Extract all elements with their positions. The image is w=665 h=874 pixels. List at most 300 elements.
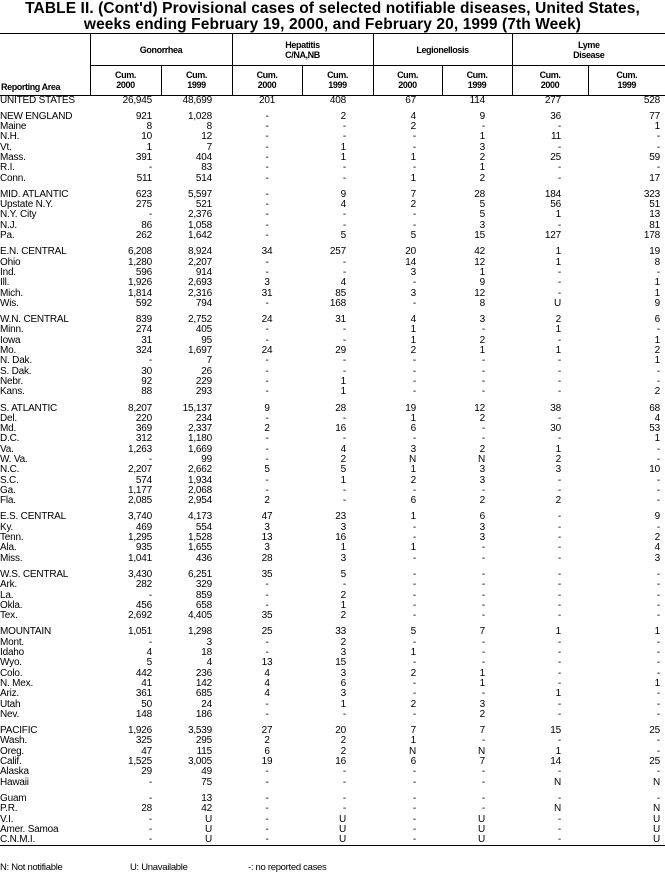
- value-cell: 3: [654, 552, 661, 564]
- value-cell: 30: [141, 365, 152, 377]
- sub-header: Cum. 1999: [302, 66, 373, 96]
- value-cell: 1,263: [127, 443, 152, 455]
- table-row: [0, 163, 665, 173]
- value-cell: 3: [479, 219, 486, 231]
- value-cell: -: [481, 647, 486, 659]
- value-cell: -: [481, 375, 486, 387]
- value-cell: 9: [479, 277, 486, 289]
- value-cell: 20: [405, 246, 417, 258]
- value-cell: 2: [479, 172, 486, 184]
- table-row: [0, 658, 665, 668]
- value-cell: 257: [329, 246, 347, 258]
- value-cell: 6: [264, 745, 270, 757]
- reporting-area-cell: N.H.: [0, 131, 20, 143]
- value-cell: 1: [555, 256, 562, 268]
- value-cell: 4: [654, 412, 661, 424]
- reporting-area-cell: Upstate N.Y.: [0, 199, 54, 211]
- value-cell: -: [412, 162, 417, 174]
- value-cell: -: [412, 599, 417, 611]
- value-cell: 3: [555, 464, 562, 476]
- value-cell: 1: [410, 334, 417, 346]
- sub-header: Cum. 2000: [90, 66, 161, 96]
- value-cell: -: [412, 433, 417, 445]
- value-cell: 115: [196, 745, 213, 757]
- value-cell: -: [148, 589, 152, 601]
- value-cell: 3: [264, 542, 270, 554]
- reporting-area-cell: Ala.: [0, 542, 17, 554]
- value-cell: 1,041: [127, 552, 152, 564]
- value-cell: 323: [643, 188, 661, 200]
- value-cell: -: [148, 792, 152, 804]
- value-cell: 1: [340, 151, 347, 163]
- table-row: [0, 210, 665, 220]
- reporting-area-cell: Ill.: [0, 277, 10, 289]
- value-cell: -: [557, 698, 562, 710]
- value-cell: 1: [654, 334, 661, 346]
- value-cell: -: [342, 495, 347, 507]
- reporting-area-cell: Ind.: [0, 266, 16, 278]
- value-cell: -: [656, 266, 661, 278]
- value-cell: -: [481, 579, 486, 591]
- table-row: [0, 424, 665, 434]
- value-cell: 142: [195, 677, 213, 689]
- value-cell: 1: [479, 162, 486, 174]
- value-cell: 839: [135, 314, 152, 326]
- value-cell: 293: [195, 386, 213, 398]
- value-cell: 4: [264, 677, 270, 689]
- table-row: [0, 404, 665, 414]
- value-cell: -: [557, 266, 562, 278]
- value-cell: 92: [141, 375, 152, 387]
- value-cell: -: [342, 708, 347, 720]
- value-cell: 514: [195, 172, 213, 184]
- value-cell: 1: [654, 677, 661, 689]
- value-cell: -: [265, 636, 269, 648]
- value-cell: 31: [335, 314, 347, 326]
- value-cell: 5: [410, 626, 417, 638]
- value-cell: -: [481, 542, 486, 554]
- value-cell: 3,539: [187, 725, 213, 737]
- reporting-area-cell: W.N. CENTRAL: [0, 314, 69, 326]
- value-cell: 1: [340, 386, 347, 398]
- value-cell: 81: [649, 219, 661, 231]
- value-cell: -: [412, 141, 417, 153]
- sub-header: Cum. 2000: [512, 66, 588, 96]
- reporting-area-cell: Va.: [0, 443, 14, 455]
- value-cell: 56: [550, 199, 562, 211]
- value-cell: 3: [479, 474, 486, 486]
- value-cell: 3: [479, 698, 486, 710]
- value-cell: -: [557, 677, 562, 689]
- value-cell: -: [557, 287, 562, 299]
- table-row: [0, 190, 665, 200]
- value-cell: 921: [135, 110, 152, 122]
- value-cell: -: [557, 610, 562, 622]
- reporting-area-cell: N.Y. City: [0, 209, 37, 221]
- value-cell: 1: [410, 647, 417, 659]
- value-cell: -: [265, 386, 269, 398]
- table-row: [0, 174, 665, 184]
- value-cell: -: [342, 131, 347, 143]
- value-cell: N: [477, 454, 486, 465]
- value-cell: -: [557, 823, 562, 835]
- value-cell: 6: [410, 495, 417, 507]
- value-cell: 6: [479, 511, 486, 523]
- value-cell: 2: [264, 735, 270, 747]
- value-cell: -: [412, 610, 417, 622]
- value-cell: -: [557, 579, 562, 591]
- table-row: [0, 258, 665, 268]
- value-cell: N: [553, 803, 562, 815]
- value-cell: 2: [340, 589, 347, 601]
- table-row: [0, 299, 665, 309]
- value-cell: -: [265, 589, 269, 601]
- value-cell: -: [148, 162, 152, 174]
- value-cell: -: [412, 688, 417, 700]
- value-cell: 12: [474, 287, 486, 299]
- table-row: [0, 669, 665, 679]
- reporting-area-cell: E.S. CENTRAL: [0, 511, 66, 523]
- value-cell: 14: [550, 756, 562, 768]
- value-cell: 1,669: [187, 443, 213, 455]
- value-cell: -: [265, 776, 269, 788]
- value-cell: -: [481, 766, 486, 778]
- value-cell: -: [265, 209, 269, 221]
- group-header-lyme: [512, 34, 665, 66]
- value-cell: 5: [340, 568, 347, 580]
- value-cell: 2: [340, 454, 347, 465]
- value-cell: 6,208: [127, 246, 152, 258]
- footnote-not-notifiable: N: Not notifiable: [0, 862, 63, 873]
- value-cell: 33: [335, 626, 347, 638]
- value-cell: -: [265, 792, 269, 804]
- reporting-area-cell: D.C.: [0, 433, 20, 445]
- value-cell: -: [557, 433, 562, 445]
- value-cell: 4: [206, 657, 213, 669]
- value-cell: 9: [264, 402, 270, 414]
- value-cell: 1,528: [187, 532, 213, 544]
- reporting-area-cell: Del.: [0, 412, 17, 424]
- value-cell: 49: [201, 766, 213, 778]
- value-cell: 14: [405, 256, 417, 268]
- table-row: [0, 523, 665, 533]
- value-cell: 2: [479, 334, 486, 346]
- value-cell: 1: [410, 412, 417, 424]
- value-cell: 4: [410, 314, 417, 326]
- value-cell: -: [557, 219, 562, 231]
- value-cell: 2,954: [187, 495, 213, 507]
- value-cell: -: [265, 230, 269, 242]
- value-cell: 554: [195, 521, 213, 533]
- value-cell: 2,207: [187, 256, 213, 268]
- value-cell: 7: [206, 141, 213, 153]
- sub-header-row: [0, 66, 665, 96]
- value-cell: 16: [335, 423, 347, 435]
- value-cell: 295: [195, 735, 213, 747]
- value-cell: 168: [329, 297, 347, 309]
- value-cell: -: [557, 121, 562, 133]
- value-cell: 1,642: [187, 230, 213, 242]
- value-cell: 77: [649, 110, 661, 122]
- reporting-area-cell: UNITED STATES: [0, 94, 75, 106]
- value-cell: -: [557, 657, 562, 669]
- value-cell: -: [412, 677, 417, 689]
- value-cell: -: [148, 355, 152, 367]
- table-row: [0, 132, 665, 142]
- value-cell: 5,597: [187, 188, 213, 200]
- value-cell: -: [557, 766, 562, 778]
- value-cell: 68: [649, 402, 661, 414]
- value-cell: -: [265, 266, 269, 278]
- value-cell: -: [481, 776, 486, 788]
- value-cell: 59: [649, 151, 661, 163]
- reporting-area-cell: Nebr.: [0, 375, 23, 387]
- reporting-area-cell: Minn.: [0, 324, 24, 336]
- value-cell: 20: [335, 725, 347, 737]
- value-cell: -: [148, 209, 152, 221]
- value-cell: 9: [654, 297, 661, 309]
- group-header-legionellosis: Legionellosis: [373, 34, 512, 66]
- value-cell: 3,005: [187, 756, 213, 768]
- value-cell: -: [265, 647, 269, 659]
- table-row: [0, 434, 665, 444]
- value-cell: -: [557, 365, 562, 377]
- value-cell: -: [557, 636, 562, 648]
- value-cell: 236: [195, 667, 213, 679]
- table-row: [0, 580, 665, 590]
- value-cell: 521: [195, 199, 213, 211]
- value-cell: 3: [264, 521, 270, 533]
- value-cell: 19: [649, 246, 661, 258]
- value-cell: -: [265, 324, 269, 336]
- value-cell: 4: [654, 542, 661, 554]
- reporting-area-cell: Wash.: [0, 735, 27, 747]
- table-row: [0, 794, 665, 804]
- value-cell: 36: [550, 110, 562, 122]
- value-cell: 1,814: [127, 287, 152, 299]
- value-cell: -: [342, 266, 347, 278]
- table-row: [0, 414, 665, 424]
- table-row: [0, 570, 665, 580]
- table-row: [0, 591, 665, 601]
- reporting-area-cell: NEW ENGLAND: [0, 110, 73, 122]
- value-cell: 25: [261, 626, 273, 638]
- value-cell: 24: [261, 314, 273, 326]
- value-cell: -: [412, 386, 417, 398]
- table-row: [0, 543, 665, 553]
- value-cell: 1: [654, 287, 661, 299]
- value-cell: 6: [410, 423, 417, 435]
- value-cell: 3: [340, 521, 347, 533]
- value-cell: 469: [135, 521, 152, 533]
- reporting-area-cell: Ky.: [0, 521, 14, 533]
- value-cell: 859: [195, 589, 213, 601]
- reporting-area-header: Reporting Area: [0, 66, 90, 96]
- value-cell: -: [557, 532, 562, 544]
- value-cell: 2,337: [187, 423, 213, 435]
- value-cell: 623: [135, 188, 152, 200]
- value-cell: 325: [135, 735, 152, 747]
- value-cell: 1,180: [187, 433, 213, 445]
- value-cell: -: [342, 412, 347, 424]
- value-cell: 2: [340, 636, 347, 648]
- value-cell: 2: [479, 151, 486, 163]
- value-cell: -: [412, 636, 417, 648]
- table-row: [0, 336, 665, 346]
- reporting-area-cell: MOUNTAIN: [0, 626, 51, 638]
- value-cell: 2: [264, 423, 270, 435]
- value-cell: 88: [141, 386, 152, 398]
- reporting-area-cell: Guam: [0, 792, 27, 804]
- value-cell: -: [557, 647, 562, 659]
- value-cell: -: [656, 698, 661, 710]
- value-cell: -: [265, 256, 269, 268]
- table-row: [0, 377, 665, 387]
- value-cell: 1,177: [127, 484, 152, 496]
- value-cell: -: [557, 355, 562, 367]
- reporting-area-cell: Conn.: [0, 172, 26, 184]
- value-cell: 86: [141, 219, 152, 231]
- value-cell: -: [512, 835, 588, 846]
- reporting-area-cell: Md.: [0, 423, 17, 435]
- value-cell: 28: [474, 188, 486, 200]
- reporting-area-cell: Tenn.: [0, 532, 24, 544]
- value-cell: 1: [410, 542, 417, 554]
- value-cell: -: [412, 365, 417, 377]
- title-line-2: weeks ending February 19, 2000, and February 20, 1999 (7th Week): [83, 16, 582, 33]
- table-row: [0, 726, 665, 736]
- table-row: [0, 611, 665, 621]
- value-cell: 8,924: [187, 246, 213, 258]
- value-cell: -: [557, 708, 562, 720]
- value-cell: 3,430: [127, 568, 152, 580]
- value-cell: 2,376: [187, 209, 213, 221]
- value-cell: 408: [329, 94, 347, 106]
- value-cell: 15,137: [182, 402, 213, 414]
- table-row: [0, 512, 665, 522]
- value-cell: 5: [264, 464, 270, 476]
- value-cell: -: [656, 324, 661, 336]
- value-cell: 26,945: [122, 94, 152, 106]
- value-cell: -: [148, 813, 152, 825]
- table-row: [0, 346, 665, 356]
- value-cell: -: [557, 552, 562, 564]
- value-cell: 324: [135, 345, 152, 357]
- table-row: [0, 367, 665, 377]
- value-cell: 2: [340, 745, 347, 757]
- table-row: [0, 679, 665, 689]
- table-row: [0, 700, 665, 710]
- reporting-area-cell: Mich.: [0, 287, 23, 299]
- value-cell: 2: [340, 610, 347, 622]
- value-cell: 1: [555, 324, 562, 336]
- value-cell: 935: [135, 542, 152, 554]
- value-cell: 1: [340, 141, 347, 153]
- value-cell: -: [265, 474, 269, 486]
- value-cell: 596: [135, 266, 152, 278]
- value-cell: -: [342, 324, 347, 336]
- table-row: [0, 231, 665, 241]
- value-cell: 7: [410, 725, 417, 737]
- value-cell: 2: [340, 735, 347, 747]
- value-cell: 23: [335, 511, 347, 523]
- value-cell: 127: [544, 230, 562, 242]
- value-cell: 2,693: [187, 277, 213, 289]
- value-cell: 456: [135, 599, 152, 611]
- table-row: [0, 736, 665, 746]
- value-cell: -: [656, 647, 661, 659]
- value-cell: -: [342, 334, 347, 346]
- footnote-unavailable: U: Unavailable: [130, 862, 188, 873]
- value-cell: 9: [479, 110, 486, 122]
- table-row: [0, 247, 665, 257]
- value-cell: -: [656, 568, 661, 580]
- value-cell: -: [412, 484, 417, 496]
- value-cell: 4,405: [187, 610, 213, 622]
- value-cell: -: [90, 835, 161, 846]
- value-cell: 7: [479, 756, 486, 768]
- value-cell: 35: [261, 568, 273, 580]
- reporting-area-cell: S. Dak.: [0, 365, 32, 377]
- table-row: [0, 153, 665, 163]
- table-row: [0, 387, 665, 397]
- value-cell: -: [557, 589, 562, 601]
- value-cell: 329: [195, 579, 213, 591]
- value-cell: -: [265, 375, 269, 387]
- value-cell: 186: [195, 708, 213, 720]
- value-cell: 1: [340, 375, 347, 387]
- value-cell: -: [656, 735, 661, 747]
- table-row: [0, 825, 665, 835]
- value-cell: 274: [135, 324, 152, 336]
- value-cell: 38: [550, 402, 562, 414]
- value-cell: 148: [135, 708, 152, 720]
- value-cell: 9: [340, 188, 347, 200]
- value-cell: 15: [335, 657, 347, 669]
- value-cell: -: [265, 433, 269, 445]
- table-row: [0, 200, 665, 210]
- table-row: [0, 356, 665, 366]
- table-row: [0, 278, 665, 288]
- value-cell: 7: [479, 725, 486, 737]
- value-cell: 4: [410, 110, 417, 122]
- value-cell: -: [412, 521, 417, 533]
- value-cell: 1: [479, 345, 486, 357]
- value-cell: -: [342, 803, 347, 815]
- reporting-area-cell: P.R.: [0, 803, 18, 815]
- reporting-area-cell: Utah: [0, 698, 21, 710]
- value-cell: -: [481, 803, 486, 815]
- value-cell: 178: [643, 230, 661, 242]
- value-cell: 1: [340, 474, 347, 486]
- value-cell: 2,085: [127, 495, 152, 507]
- value-cell: 3: [206, 636, 213, 648]
- value-cell: -: [481, 365, 486, 377]
- value-cell: 1: [555, 345, 562, 357]
- value-cell: 2,207: [127, 464, 152, 476]
- reporting-area-cell: Pa.: [0, 230, 15, 242]
- reporting-area-cell: R.I.: [0, 162, 15, 174]
- value-cell: 16: [335, 756, 347, 768]
- value-cell: 28: [141, 803, 152, 815]
- value-cell: -: [656, 792, 661, 804]
- value-cell: 95: [201, 334, 213, 346]
- value-cell: U: [338, 813, 347, 825]
- table-row: [0, 627, 665, 637]
- value-cell: 2: [410, 345, 417, 357]
- value-cell: 25: [550, 151, 562, 163]
- reporting-area-cell: N. Dak.: [0, 355, 32, 367]
